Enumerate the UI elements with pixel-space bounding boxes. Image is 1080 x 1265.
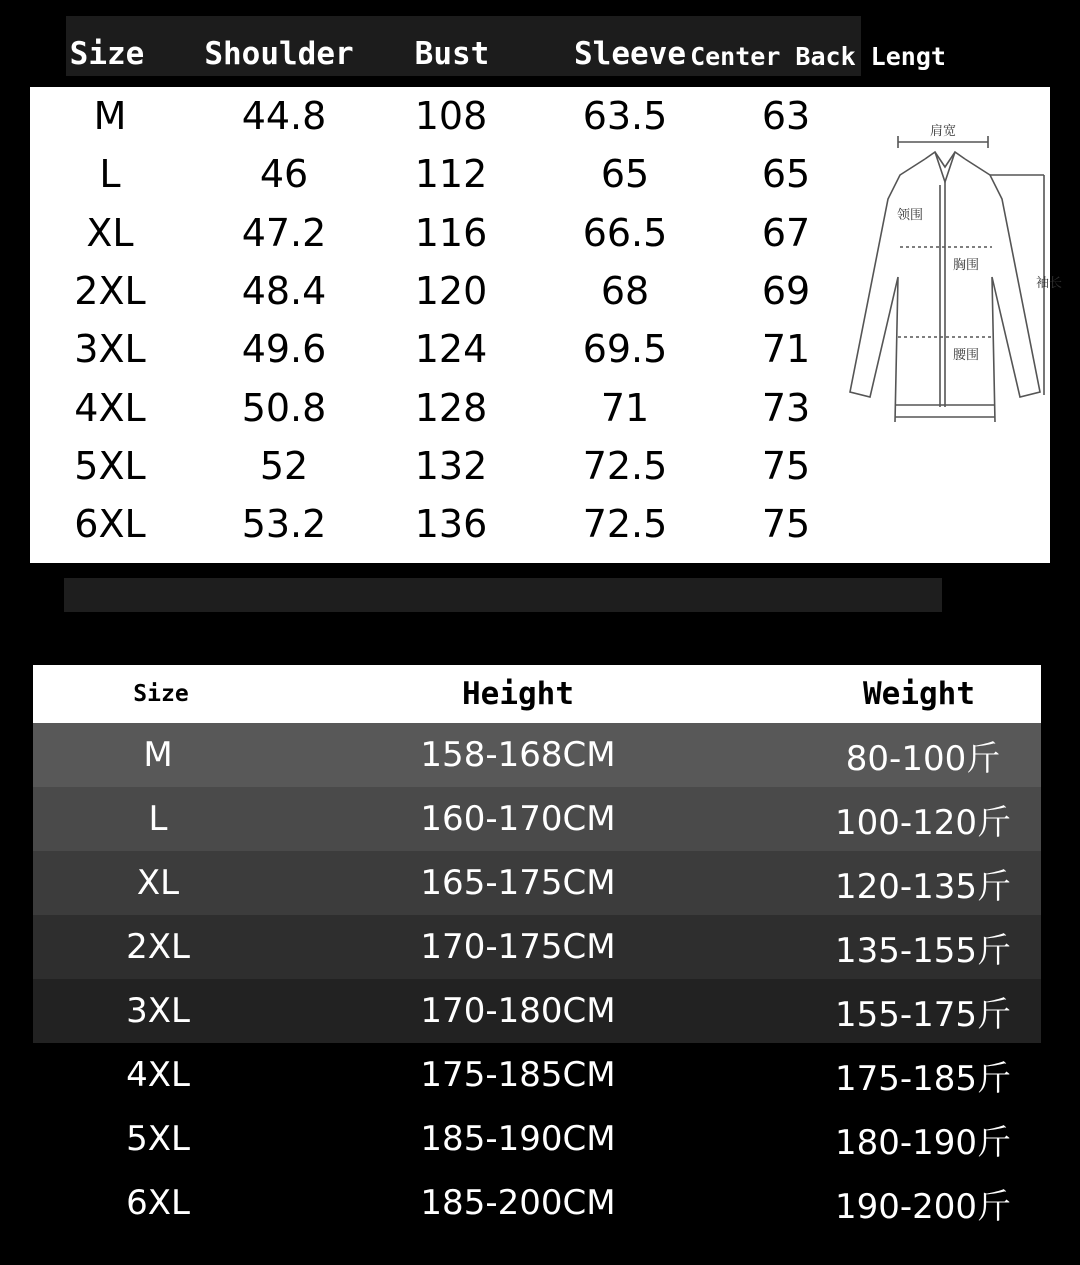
header-shoulder: Shoulder (204, 36, 354, 72)
divider-bar (64, 578, 942, 612)
bottom-table-header (33, 665, 1041, 723)
cell-height: 158-168CM (420, 735, 616, 775)
diagram-label-sleeve: 袖长 (1035, 276, 1063, 291)
cell-shoulder: 52 (259, 443, 309, 488)
cell-weight: 80-100斤 (845, 738, 1001, 779)
cell-center-back-length: 75 (761, 502, 811, 547)
cell-size: M (143, 735, 173, 775)
cell-bust: 120 (414, 268, 488, 313)
header-center-back-length: Center Back Lengt (690, 42, 946, 71)
cell-shoulder: 50.8 (241, 385, 327, 430)
cell-size: 4XL (126, 1055, 190, 1095)
cell-bust: 108 (414, 94, 488, 138)
header-bust: Bust (414, 36, 490, 72)
cell-sleeve: 66.5 (582, 210, 668, 255)
cell-weight: 175-185斤 (834, 1058, 1012, 1099)
cell-sleeve: 69.5 (582, 327, 668, 372)
cell-size: 5XL (74, 443, 146, 488)
diagram-label-shoulder: 肩宽 (929, 124, 957, 139)
cell-height: 165-175CM (420, 863, 616, 903)
cell-center-back-length: 67 (761, 210, 811, 255)
table-row (33, 851, 1041, 915)
cell-size: 2XL (74, 268, 146, 313)
cell-shoulder: 47.2 (241, 210, 327, 255)
cell-weight: 155-175斤 (834, 994, 1012, 1035)
cell-size: XL (86, 210, 134, 255)
cell-sleeve: 72.5 (582, 502, 668, 547)
cell-bust: 136 (414, 502, 488, 547)
cell-weight: 180-190斤 (834, 1122, 1012, 1163)
table-row (33, 1171, 1041, 1235)
cell-center-back-length: 69 (761, 268, 811, 313)
cell-height: 185-190CM (420, 1119, 616, 1159)
cell-bust: 112 (414, 152, 488, 197)
cell-height: 185-200CM (420, 1183, 616, 1223)
cell-size: 4XL (74, 385, 146, 430)
cell-sleeve: 72.5 (582, 443, 668, 488)
cell-shoulder: 53.2 (241, 502, 327, 547)
cell-size: 6XL (74, 502, 146, 547)
diagram-label-collar: 领围 (896, 208, 924, 223)
cell-sleeve: 65 (600, 152, 650, 197)
cell-bust: 124 (414, 327, 488, 372)
cell-sleeve: 68 (600, 268, 650, 313)
header-size: Size (69, 36, 145, 72)
cell-height: 170-180CM (420, 991, 616, 1031)
header-sleeve: Sleeve (574, 36, 686, 72)
cell-size: 5XL (126, 1119, 190, 1159)
cell-center-back-length: 63 (761, 94, 811, 138)
cell-shoulder: 44.8 (241, 94, 327, 138)
table-row (33, 1107, 1041, 1171)
bottom-table-body (33, 723, 1041, 1235)
cell-size: M (93, 94, 127, 138)
table-row (33, 787, 1041, 851)
cell-size: L (148, 799, 168, 839)
cell-center-back-length: 71 (761, 327, 811, 372)
diagram-label-waist: 腰围 (952, 348, 980, 363)
cell-center-back-length: 75 (761, 443, 811, 488)
cell-bust: 128 (414, 385, 488, 430)
cell-weight: 135-155斤 (834, 930, 1012, 971)
cell-bust: 116 (414, 210, 488, 255)
cell-size: 6XL (126, 1183, 190, 1223)
cell-shoulder: 49.6 (241, 327, 327, 372)
cell-height: 170-175CM (420, 927, 616, 967)
shirt-diagram-icon (840, 107, 1063, 417)
cell-bust: 132 (414, 443, 488, 488)
cell-sleeve: 63.5 (582, 94, 668, 138)
cell-center-back-length: 65 (761, 152, 811, 197)
cell-size: 3XL (126, 991, 190, 1031)
cell-size: 3XL (74, 327, 146, 372)
cell-size: L (99, 152, 121, 197)
top-measurement-panel (30, 87, 1063, 563)
cell-shoulder: 46 (259, 152, 309, 197)
cell-sleeve: 71 (600, 385, 650, 430)
table-row (33, 915, 1041, 979)
diagram-label-chest: 胸围 (952, 258, 980, 273)
cell-height: 175-185CM (420, 1055, 616, 1095)
table-row (33, 723, 1041, 787)
cell-weight: 190-200斤 (834, 1186, 1012, 1227)
table-row (33, 979, 1041, 1043)
cell-size: XL (136, 863, 180, 903)
table-row (33, 1043, 1041, 1107)
cell-weight: 100-120斤 (834, 802, 1012, 843)
cell-height: 160-170CM (420, 799, 616, 839)
header-weight: Weight (863, 676, 975, 712)
height-weight-table (33, 665, 1041, 1235)
cell-size: 2XL (126, 927, 190, 967)
cell-weight: 120-135斤 (834, 866, 1012, 907)
cell-shoulder: 48.4 (241, 268, 327, 313)
header-height: Height (462, 676, 574, 712)
cell-center-back-length: 73 (761, 385, 811, 430)
header-size: Size (133, 681, 189, 707)
